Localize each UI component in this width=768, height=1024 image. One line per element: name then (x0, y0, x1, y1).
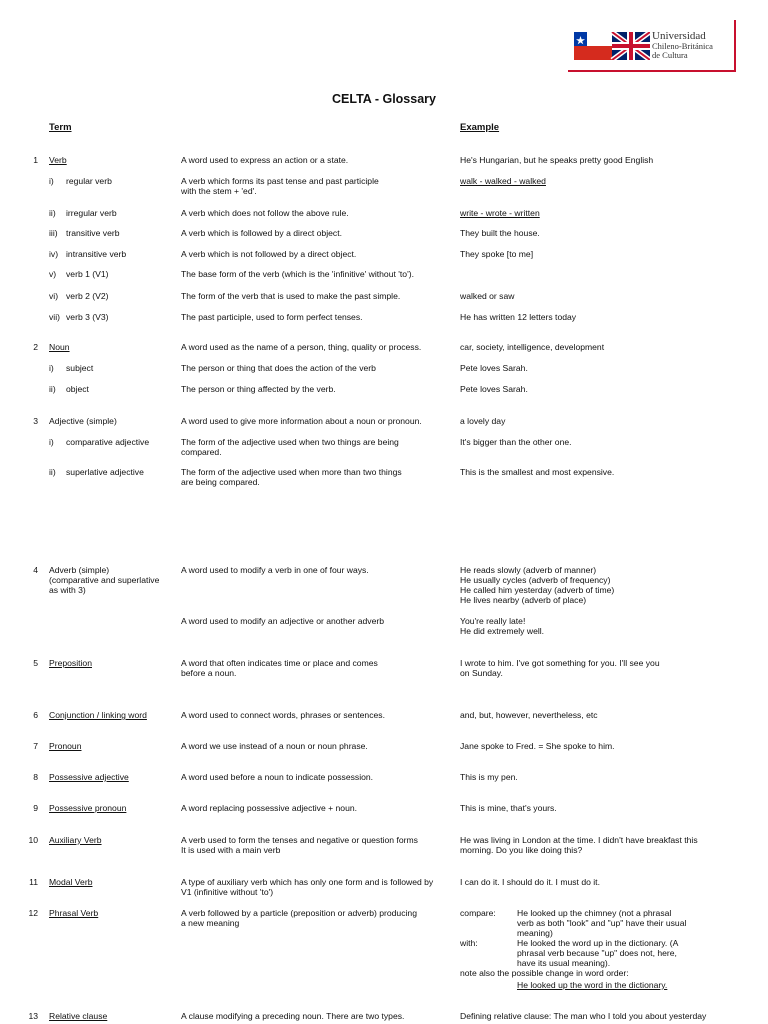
definition-cell: A clause modifying a preceding noun. There are two types. (181, 1011, 405, 1021)
example-cell: a lovely day (460, 416, 506, 426)
phrasal-text: He looked up the word in the dictionary. (517, 980, 668, 990)
example-cell: Defining relative clause: The man who I told you about yesterday (460, 1011, 707, 1021)
definition-cell: A verb which is not followed by a direct object. (181, 249, 357, 259)
example-cell: walked or saw (460, 291, 515, 301)
definition-cell: The past participle, used to form perfect tenses. (181, 312, 363, 322)
row-number: 11 (29, 877, 38, 887)
definition-cell: A word used to give more information about a noun or pronoun. (181, 416, 422, 426)
sub-item-marker: ii) (49, 208, 56, 218)
sub-item-marker: i) (49, 363, 54, 373)
term-cell: object (66, 384, 89, 394)
column-header-example: Example (460, 122, 500, 133)
example-cell: He's Hungarian, but he speaks pretty good English (460, 155, 654, 165)
example-cell: He reads slowly (adverb of manner) He usually cycles (adverb of frequency) He called him yesterday (adverb of time) He lives nearby (adverb of place) (460, 565, 615, 605)
term-cell: irregular verb (66, 208, 117, 218)
logo-line-2: Chileno-Británica (652, 41, 713, 51)
phrasal-label: compare: (460, 908, 496, 918)
definition-cell: The person or thing affected by the verb. (181, 384, 336, 394)
row-number: 12 (28, 908, 38, 918)
definition-cell: The form of the adjective used when two things are being compared. (181, 437, 399, 457)
flags-icon (574, 32, 650, 60)
phrasal-text: He looked up the chimney (not a phrasal verb as both "look" and "up" have their usual meaning) (517, 908, 687, 938)
example-cell: Pete loves Sarah. (460, 363, 528, 373)
term-cell: Verb (49, 155, 67, 165)
definition-cell: A word used as the name of a person, thing, quality or process. (181, 342, 422, 352)
row-number: 10 (28, 835, 38, 845)
definition-cell: The base form of the verb (which is the 'infinitive' without 'to'). (181, 269, 414, 279)
example-cell: They spoke [to me] (460, 249, 534, 259)
definition-cell: A verb which forms its past tense and past participle with the stem + 'ed'. (181, 176, 379, 196)
term-cell: regular verb (66, 176, 112, 186)
logo-text (652, 30, 732, 60)
sub-item-marker: ii) (49, 384, 56, 394)
row-number: 7 (33, 741, 38, 751)
example-cell: It's bigger than the other one. (460, 437, 572, 447)
definition-cell: A type of auxiliary verb which has only one form and is followed by V1 (infinitive without 'to') (181, 877, 434, 897)
term-cell: Relative clause (49, 1011, 108, 1021)
phrasal-label: with: (460, 938, 478, 948)
sub-item-marker: iv) (49, 249, 59, 259)
example-cell: Pete loves Sarah. (460, 384, 528, 394)
row-number: 6 (33, 710, 38, 720)
definition-cell: A word used to express an action or a state. (181, 155, 349, 165)
definition-cell: A word used to modify a verb in one of four ways. (181, 565, 369, 575)
row-number: 3 (33, 416, 38, 426)
term-cell: Preposition (49, 658, 92, 668)
example-cell: He was living in London at the time. I didn't have breakfast this morning. Do you like doing this? (460, 835, 698, 855)
sub-item-marker: v) (49, 269, 57, 279)
example-cell: This is mine, that's yours. (460, 803, 557, 813)
term-cell: Possessive adjective (49, 772, 129, 782)
definition-cell: The form of the verb that is used to make the past simple. (181, 291, 401, 301)
term-cell: Phrasal Verb (49, 908, 99, 918)
logo-line-1: Universidad (652, 30, 706, 42)
row-number: 9 (33, 803, 38, 813)
definition-cell: The form of the adjective used when more than two things are being compared. (181, 467, 402, 487)
definition-cell: A word used to modify an adjective or another adverb (181, 616, 385, 626)
term-cell: Auxiliary Verb (49, 835, 102, 845)
example-cell: and, but, however, nevertheless, etc (460, 710, 598, 720)
sub-item-marker: vi) (49, 291, 59, 301)
example-cell: car, society, intelligence, development (460, 342, 605, 352)
row-number: 5 (33, 658, 38, 668)
row-number: 4 (33, 565, 38, 575)
sub-item-marker: ii) (49, 467, 56, 477)
term-cell: Noun (49, 342, 70, 352)
sub-item-marker: i) (49, 437, 54, 447)
term-cell: verb 3 (V3) (66, 312, 109, 322)
logo-line-3: de Cultura (652, 50, 688, 60)
example-cell: I can do it. I should do it. I must do it. (460, 877, 600, 887)
row-number: 1 (33, 155, 38, 165)
term-cell: transitive verb (66, 228, 120, 238)
definition-cell: A word used to connect words, phrases or sentences. (181, 710, 385, 720)
term-cell: comparative adjective (66, 437, 150, 447)
row-number: 8 (33, 772, 38, 782)
definition-cell: A word that often indicates time or place and comes before a noun. (181, 658, 378, 678)
term-cell: subject (66, 363, 94, 373)
row-number: 13 (28, 1011, 38, 1021)
term-cell: verb 2 (V2) (66, 291, 109, 301)
example-cell: walk - walked - walked (460, 176, 546, 186)
example-cell: This is my pen. (460, 772, 518, 782)
term-cell: Adverb (simple) (comparative and superlative as with 3) (49, 565, 160, 595)
example-cell: They built the house. (460, 228, 540, 238)
example-cell: I wrote to him. I've got something for you. I'll see you on Sunday. (460, 658, 660, 678)
definition-cell: A verb which is followed by a direct object. (181, 228, 342, 238)
example-cell: This is the smallest and most expensive. (460, 467, 615, 477)
definition-cell: The person or thing that does the action of the verb (181, 363, 376, 373)
term-cell: intransitive verb (66, 249, 127, 259)
university-logo (568, 20, 736, 72)
phrasal-label: note also the possible change in word order: (460, 968, 629, 978)
definition-cell: A word used before a noun to indicate possession. (181, 772, 374, 782)
definition-cell: A verb followed by a particle (preposition or adverb) producing a new meaning (181, 908, 417, 928)
term-cell: Adjective (simple) (49, 416, 117, 426)
sub-item-marker: vii) (49, 312, 60, 322)
page-title: CELTA - Glossary (332, 92, 436, 106)
sub-item-marker: iii) (49, 228, 58, 238)
example-cell: write - wrote - written (460, 208, 540, 218)
example-cell: Jane spoke to Fred. = She spoke to him. (460, 741, 615, 751)
example-cell: You're really late! He did extremely well. (460, 616, 545, 636)
column-header-term: Term (49, 122, 72, 133)
sub-item-marker: i) (49, 176, 54, 186)
term-cell: Possessive pronoun (49, 803, 127, 813)
term-cell: Pronoun (49, 741, 82, 751)
definition-cell: A verb used to form the tenses and negative or question forms It is used with a main verb (181, 835, 418, 855)
term-cell: Modal Verb (49, 877, 93, 887)
term-cell: superlative adjective (66, 467, 144, 477)
definition-cell: A word we use instead of a noun or noun phrase. (181, 741, 368, 751)
term-cell: verb 1 (V1) (66, 269, 109, 279)
definition-cell: A word replacing possessive adjective + noun. (181, 803, 358, 813)
phrasal-text: He looked the word up in the dictionary. (A phrasal verb because "up" does not, here, have its usual meaning). (517, 938, 679, 968)
term-cell: Conjunction / linking word (49, 710, 147, 720)
definition-cell: A verb which does not follow the above rule. (181, 208, 349, 218)
row-number: 2 (33, 342, 38, 352)
example-cell: He has written 12 letters today (460, 312, 577, 322)
